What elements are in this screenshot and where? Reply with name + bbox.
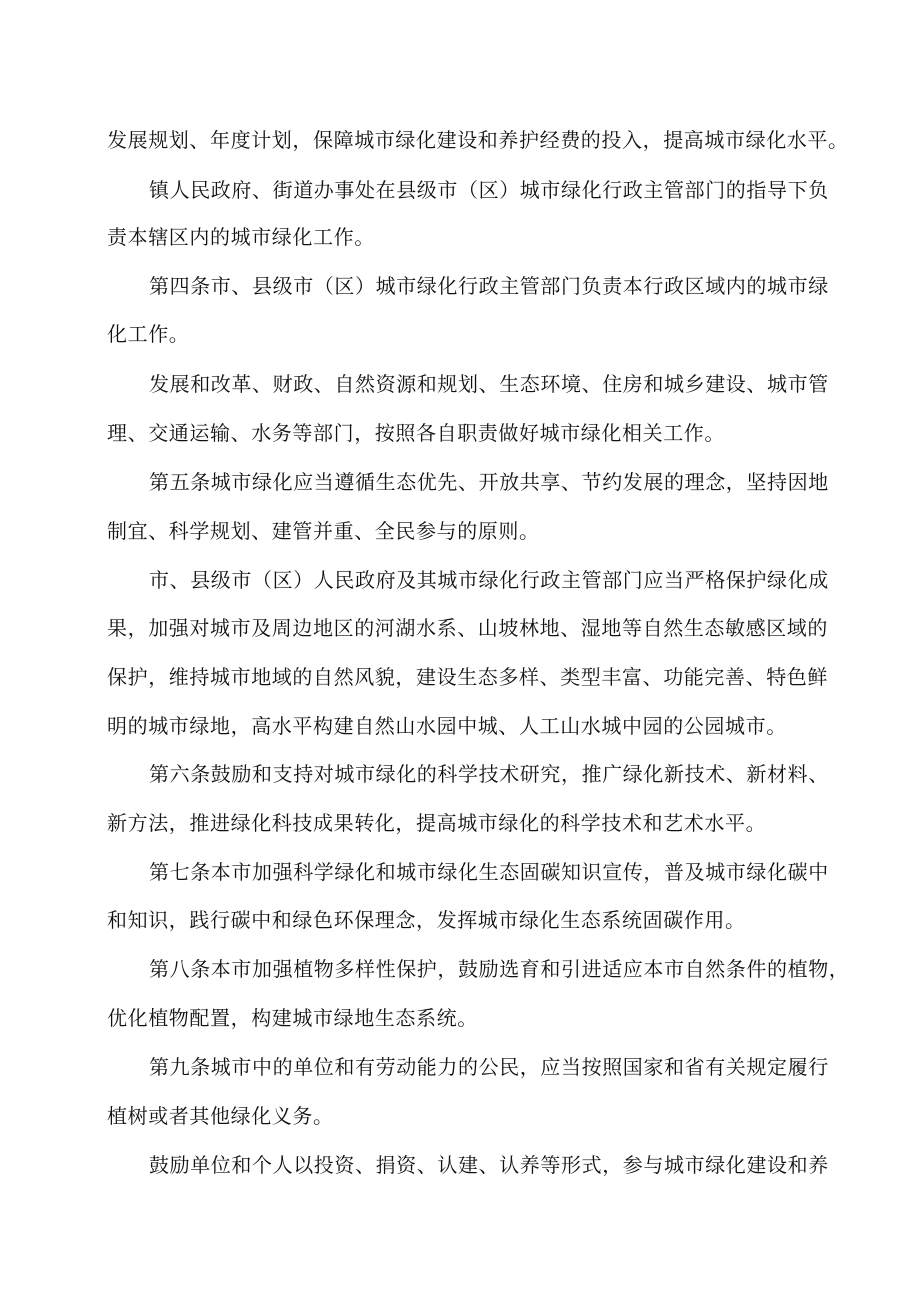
text-line: 责本辖区内的城市绿化工作。 bbox=[107, 225, 375, 249]
text-line: 第八条本市加强植物多样性保护，鼓励选育和引进适应本市自然条件的植物， bbox=[149, 957, 850, 981]
text-line: 第六条鼓励和支持对城市绿化的科学技术研究，推广绿化新技术、新材料、 bbox=[149, 762, 829, 786]
text-line: 和知识，践行碳中和绿色环保理念，发挥城市绿化生态系统固碳作用。 bbox=[107, 908, 746, 932]
text-line: 第五条城市绿化应当遵循生态优先、开放共享、节约发展的理念，坚持因地 bbox=[149, 470, 829, 494]
text-line: 优化植物配置，构建城市绿地生态系统。 bbox=[107, 1006, 478, 1030]
text-line: 新方法，推进绿化科技成果转化，提高城市绿化的科学技术和艺术水平。 bbox=[107, 811, 767, 835]
text-line: 保护，维持城市地域的自然风貌，建设生态多样、类型丰富、功能完善、特色鲜 bbox=[107, 665, 828, 689]
text-line: 鼓励单位和个人以投资、捐资、认建、认养等形式，参与城市绿化建设和养 bbox=[149, 1153, 829, 1177]
text-line: 第七条本市加强科学绿化和城市绿化生态固碳知识宣传，普及城市绿化碳中 bbox=[149, 860, 829, 884]
text-line: 发展和改革、财政、自然资源和规划、生态环境、住房和城乡建设、城市管 bbox=[149, 372, 829, 396]
text-line: 市、县级市（区）人民政府及其城市绿化行政主管部门应当严格保护绿化成 bbox=[149, 568, 829, 592]
text-line: 化工作。 bbox=[107, 322, 190, 346]
text-line: 发展规划、年度计划，保障城市绿化建设和养护经费的投入，提高城市绿化水平。 bbox=[107, 128, 849, 152]
text-line: 第四条市、县级市（区）城市绿化行政主管部门负责本行政区域内的城市绿 bbox=[149, 274, 829, 298]
text-line: 第九条城市中的单位和有劳动能力的公民，应当按照国家和省有关规定履行 bbox=[149, 1055, 829, 1079]
text-line: 理、交通运输、水务等部门，按照各自职责做好城市绿化相关工作。 bbox=[107, 421, 725, 445]
text-line: 制宜、科学规划、建管并重、全民参与的原则。 bbox=[107, 519, 540, 543]
text-line: 镇人民政府、街道办事处在县级市（区）城市绿化行政主管部门的指导下负 bbox=[149, 178, 829, 202]
text-line: 植树或者其他绿化义务。 bbox=[107, 1104, 334, 1128]
text-line: 明的城市绿地，高水平构建自然山水园中城、人工山水城中园的公园城市。 bbox=[107, 714, 787, 738]
text-line: 果，加强对城市及周边地区的河湖水系、山坡林地、湿地等自然生态敏感区域的 bbox=[107, 616, 828, 640]
